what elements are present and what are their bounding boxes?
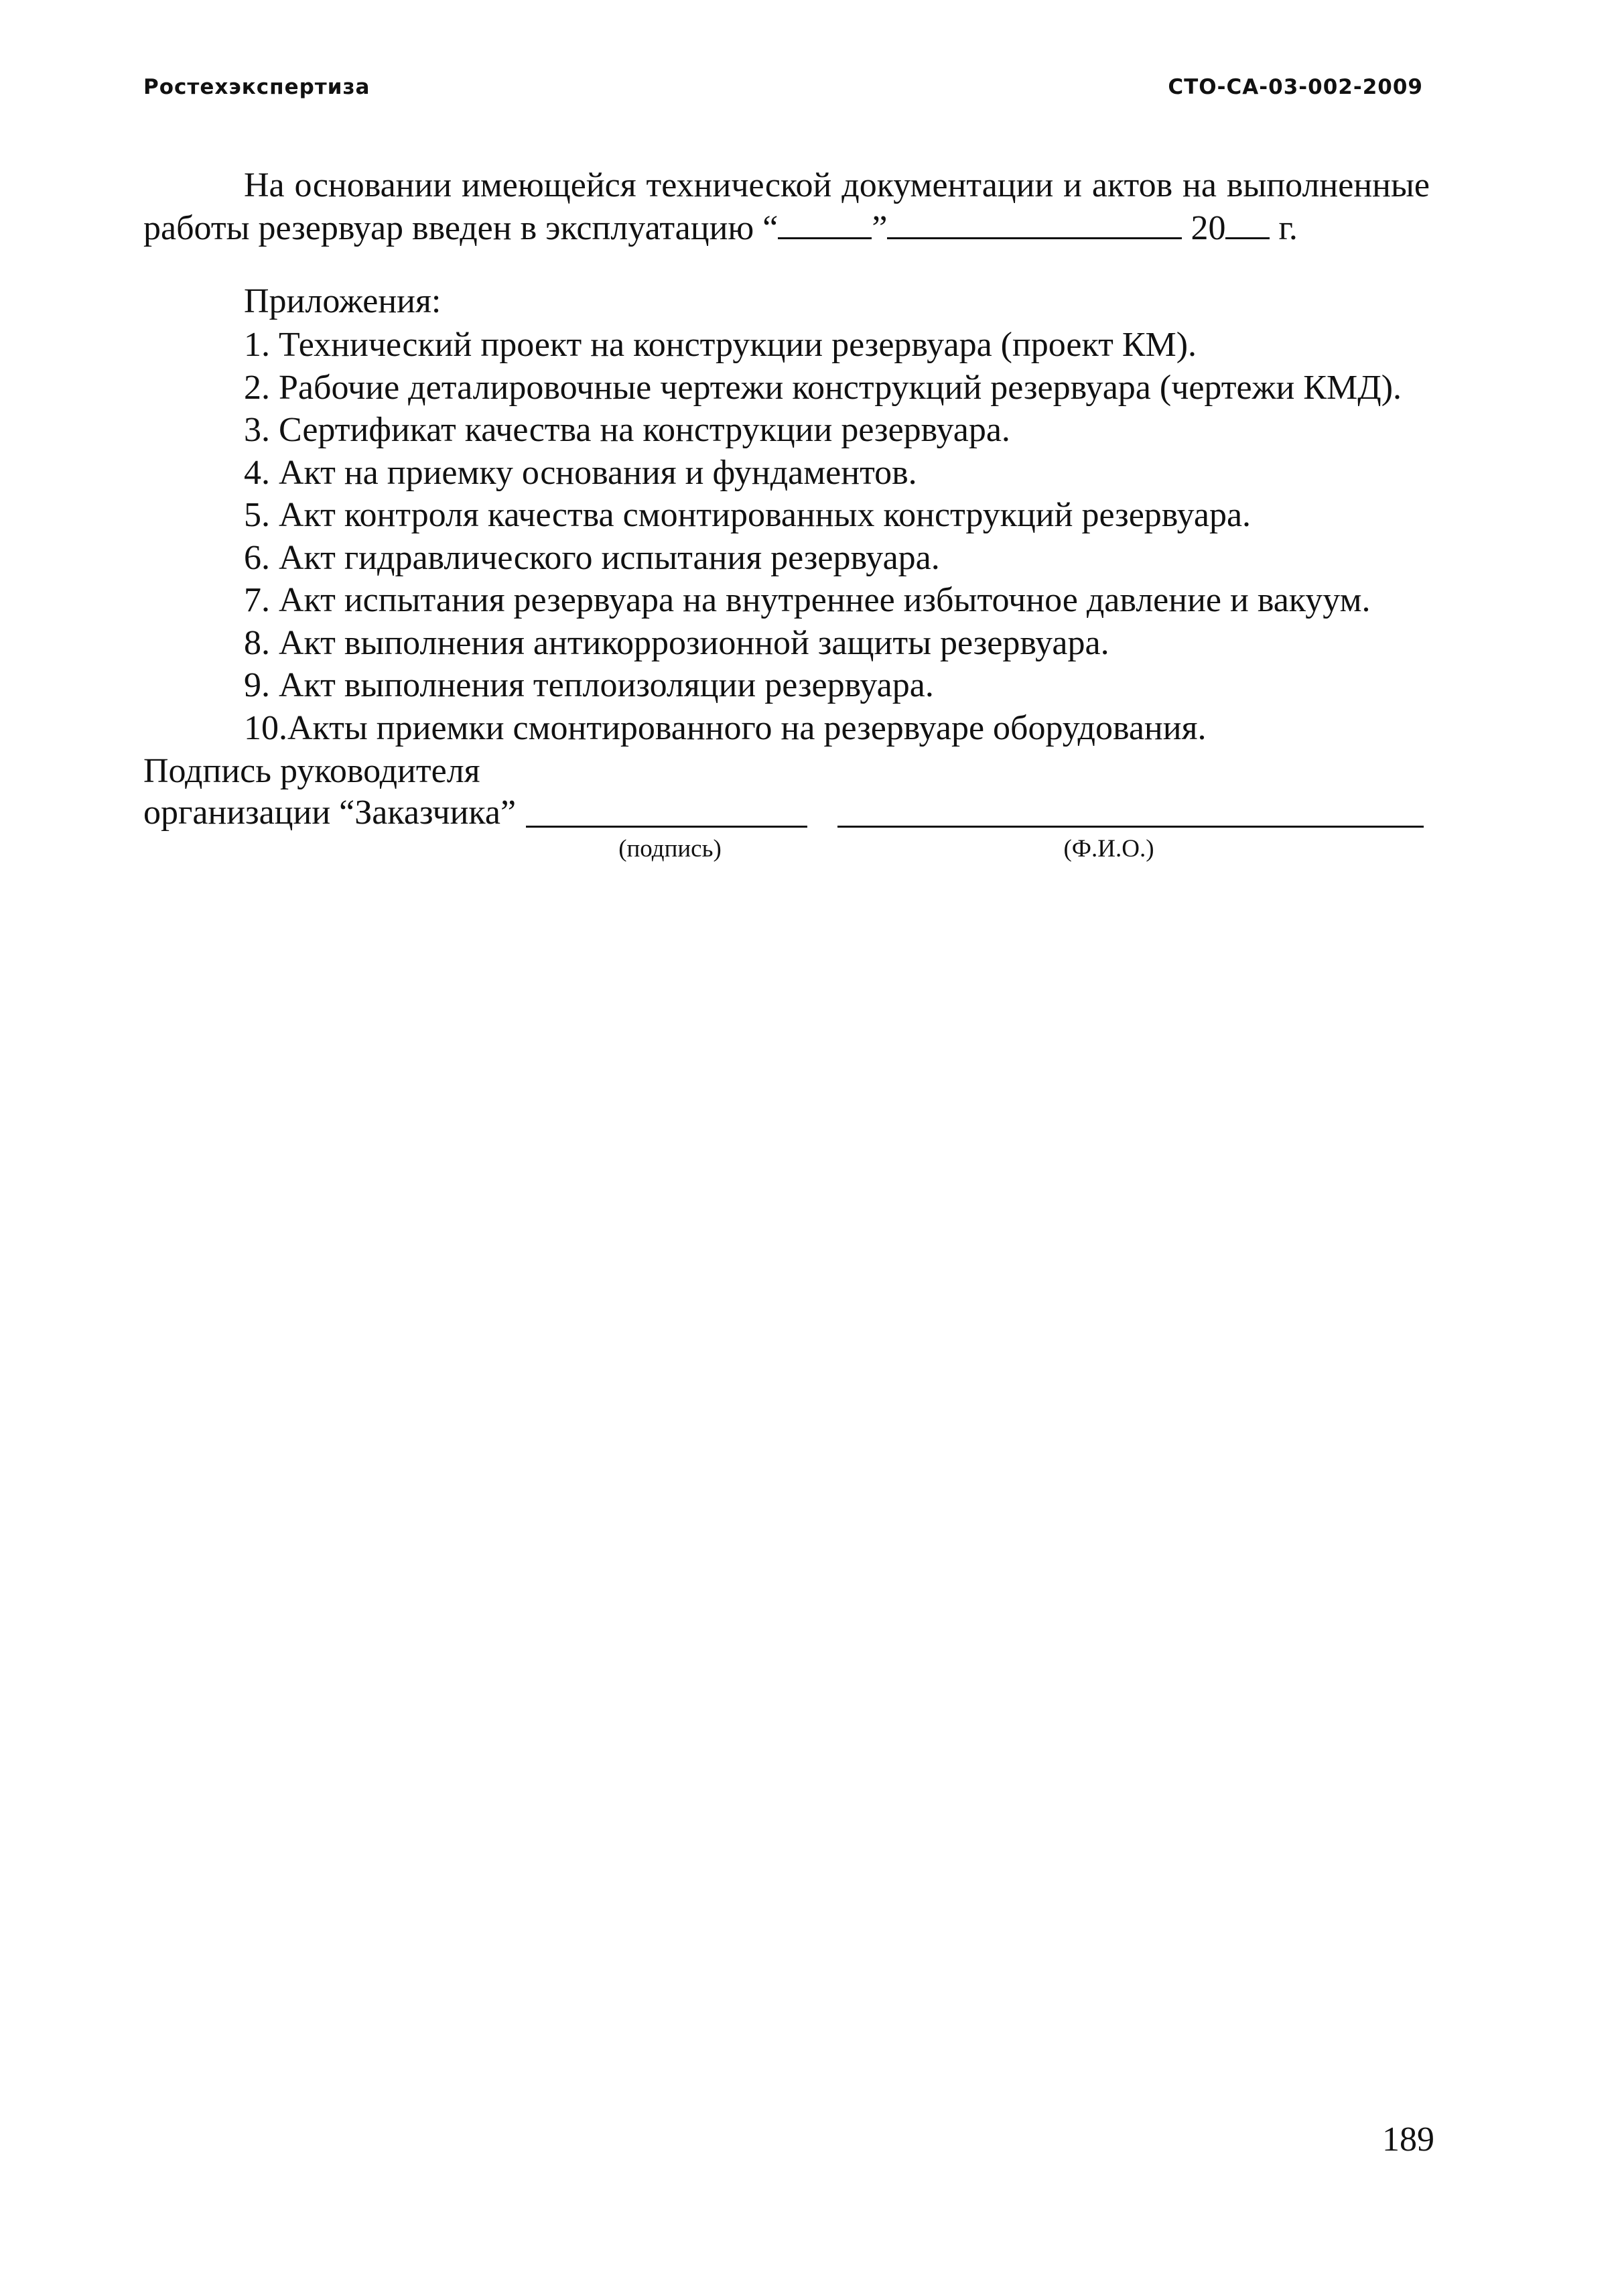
intro-paragraph — [143, 164, 1430, 250]
intro-line-1: На основании имеющейся технической документации и актов на выполненные — [244, 166, 1430, 204]
month-blank — [887, 208, 1182, 239]
year-prefix: 20 — [1182, 209, 1226, 247]
day-blank — [778, 208, 872, 239]
signature-label-line-1: Подпись руководителя — [143, 752, 480, 790]
appendix-item: 4. Акт на приемку основания и фундаментов. — [244, 453, 917, 492]
intro-line-2-prefix: работы резервуар введен в эксплуатацию “ — [143, 209, 779, 247]
appendix-title: Приложения: — [244, 282, 442, 320]
appendix-item: 1. Технический проект на конструкции резервуара (проект КМ). — [244, 326, 1197, 364]
signature-line — [526, 826, 807, 828]
header-organization: Ростехэкспертиза — [143, 75, 370, 99]
page-number: 189 — [1382, 2120, 1434, 2159]
name-line — [837, 826, 1424, 828]
appendix-item: 8. Акт выполнения антикоррозионной защиты резервуара. — [244, 623, 1109, 662]
year-blank — [1225, 208, 1270, 239]
appendix-item: 7. Акт испытания резервуара на внутреннее избыточное давление и вакуум. — [244, 581, 1371, 619]
header-document-code: СТО-СА-03-002-2009 — [1168, 75, 1423, 99]
appendix-item: 6. Акт гидравлического испытания резервуара. — [244, 538, 940, 577]
appendix-item: 9. Акт выполнения теплоизоляции резервуара. — [244, 666, 934, 704]
appendix-item: 3. Сертификат качества на конструкции резервуара. — [244, 411, 1010, 449]
appendix-item: 10.Акты приемки смонтированного на резервуаре оборудования. — [244, 708, 1207, 747]
signature-label-line-2: организации “Заказчика” — [143, 793, 517, 832]
appendix-item: 5. Акт контроля качества смонтированных конструкций резервуара. — [244, 496, 1252, 534]
appendix-item: 2. Рабочие деталировочные чертежи конструкций резервуара (чертежи КМД). — [244, 368, 1402, 407]
signature-label — [143, 751, 516, 834]
intro-line-2 — [143, 207, 1430, 250]
signature-caption: (подпись) — [618, 835, 722, 863]
year-suffix: г. — [1270, 209, 1298, 247]
name-caption: (Ф.И.О.) — [1063, 835, 1154, 863]
quote-close: ” — [872, 209, 888, 247]
appendix-list — [244, 324, 1402, 749]
